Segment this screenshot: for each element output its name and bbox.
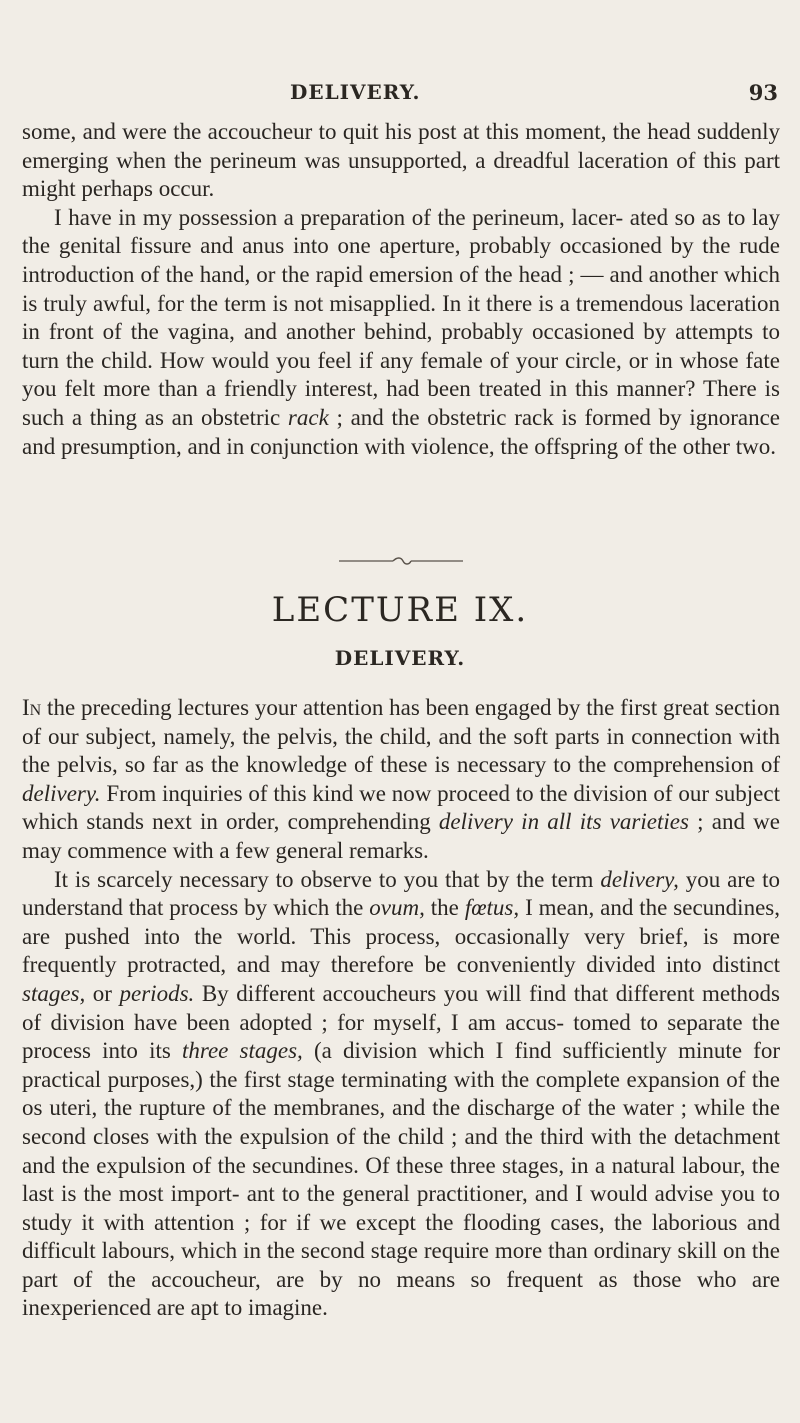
paragraph-continued: some, and were the accoucheur to quit his post at this moment, the head suddenly emerging when the perineum was unsupported, a dreadful laceration of this part might perhaps occur. [22, 119, 780, 202]
emphasis-rack: rack [287, 404, 329, 430]
lecture-text [22, 694, 780, 1323]
page-number: 93 [748, 80, 778, 105]
paragraph-preparation: I have in my possession a preparation of the perineum, lacer- ated so as to lay the genital fissure and anus into one aperture, probably occasioned by the rude introduction of the hand, or the rapid emersion of the head ; — and another which is truly awful, for the term is not misapplied. In it there is a tremendous laceration in front of the vagina, and another behind, probably occasioned by attempts to turn the child. How would you feel if any female of your circle, or in whose fate you felt more than a friendly interest, had been treated in this manner? There is such a thing as an obstetric rack ; and the obstetric rack is formed by ignorance and presumption, and in conjunction with violence, the offspring of the other two. [22, 204, 781, 459]
running-head [0, 80, 800, 110]
continued-text [22, 118, 780, 461]
section-divider-ornament [337, 556, 465, 566]
running-title: DELIVERY. [290, 80, 421, 104]
section-heading: DELIVERY. [334, 646, 466, 670]
initial-word: In [22, 695, 42, 720]
paragraph-introduction: In the preceding lectures your attention has been engaged by the first great section of our subject, namely, the pelvis, the child, and the soft parts in connection with the pelvis, so far as the knowledge of these is necessary to the comprehension of delivery. From inquiries of this kind we now proceed to the division of our subject which stands next in order, comprehending delivery in all its varieties ; and we may commence with a few general remarks. [22, 695, 780, 863]
lecture-heading: LECTURE IX. [271, 590, 529, 630]
paragraph-stages: It is scarcely necessary to observe to you that by the term delivery, you are to understand that process by which the ovum, the fœtus, I mean, and the secundines, are pushed into the world. This process, occasionally very brief, is more frequently protracted, and may therefore be conveniently divided into distinct stages, or periods. By different accoucheurs you will find that different methods of division have been adopted ; for myself, I am accus- tomed to separate the process into its three stages, (a division which I find sufficiently minute for practical purposes,) the first stage terminating with the complete expansion of the os uteri, the rupture of the membranes, and the discharge of the water ; while the second closes with the expulsion of the child ; and the third with the detachment and the expulsion of the secundines. Of these three stages, in a natural labour, the last is the most import- ant to the general practitioner, and I would advise you to study it with attention ; for if we except the flooding cases, the laborious and difficult labours, which in the second stage require more than ordinary skill on the part of the accoucheur, are by no means so frequent as those who are inexperienced are apt to imagine. [22, 866, 781, 1321]
